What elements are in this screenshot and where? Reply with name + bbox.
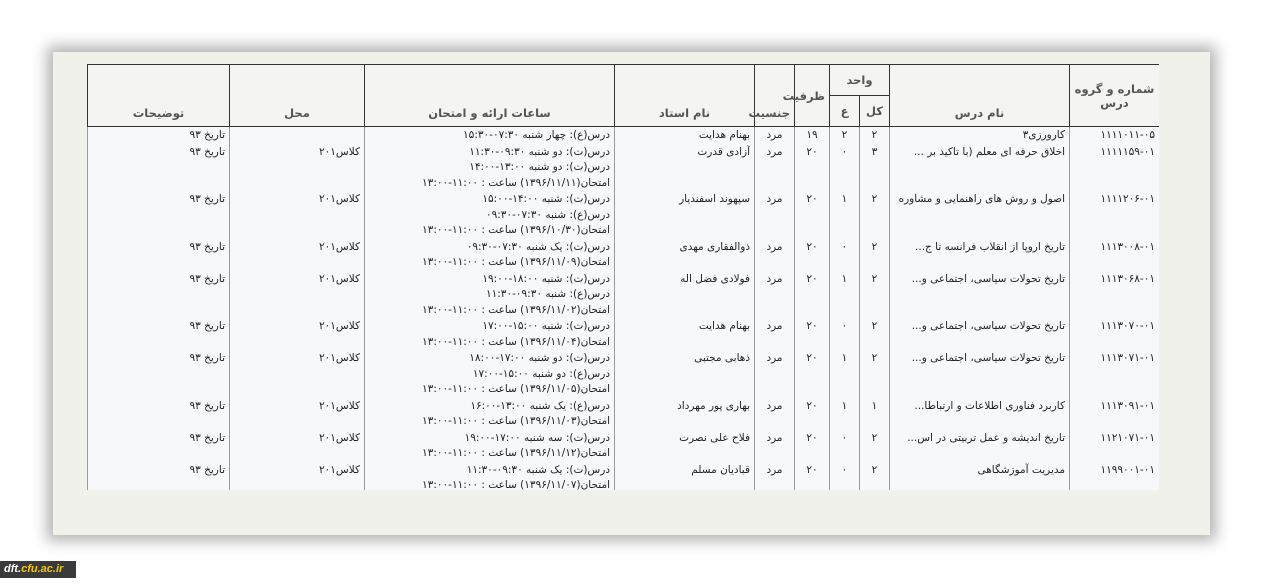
teacher-name: بهنام هدایت — [615, 318, 755, 350]
schedule-line: درس(ت): یک شنبه ۰۹:۳۰-۱۱:۳۰ — [466, 463, 610, 476]
schedule-line: درس(ت): سه شنبه ۱۷:۰۰-۱۹:۰۰ — [464, 431, 610, 444]
header-schedule[interactable]: ساعات ارائه و امتحان — [365, 65, 615, 127]
table-row[interactable] — [88, 398, 1160, 430]
table-row[interactable] — [88, 462, 1160, 491]
header-teacher[interactable]: نام استاد — [615, 65, 755, 127]
gender: مرد — [755, 191, 795, 239]
gender: مرد — [755, 271, 795, 319]
course-code: ۱۱۱۱۱۵۹-۰۱ — [1070, 144, 1160, 192]
gender: مرد — [755, 318, 795, 350]
course-code: ۱۱۱۳۰۷۰-۰۱ — [1070, 318, 1160, 350]
schedule-line: درس(ع): شنبه ۰۹:۳۰-۱۱:۳۰ — [485, 288, 610, 300]
course-name: کاربرد فناوری اطلاعات و ارتباطا... — [890, 398, 1070, 430]
gender: مرد — [755, 462, 795, 491]
notes: تاریخ ۹۳ — [88, 398, 230, 430]
schedule-line: امتحان(۱۳۹۶/۱۱/۰۳) ساعت : ۱۱:۰۰-۱۳:۰۰ — [422, 415, 610, 427]
table-row[interactable] — [88, 271, 1160, 319]
capacity: ۲۰ — [795, 144, 830, 192]
teacher-name: سپهوند اسفندیار — [615, 191, 755, 239]
course-code: ۱۱۱۳۰۷۱-۰۱ — [1070, 350, 1160, 398]
teacher-name: فولادی فضل اله — [615, 271, 755, 319]
table-row[interactable] — [88, 191, 1160, 239]
schedule-line: امتحان(۱۳۹۶/۱۱/۱۱) ساعت : ۱۱:۰۰-۱۳:۰۰ — [422, 176, 610, 189]
course-code: ۱۱۱۳۰۶۸-۰۱ — [1070, 271, 1160, 319]
place: کلاس۲۰۱ — [230, 430, 365, 462]
units-total: ۲ — [860, 239, 890, 271]
header-notes[interactable]: توضیحات — [88, 65, 230, 127]
teacher-name: ذهابی مجتبی — [615, 350, 755, 398]
course-name: مدیریت آموزشگاهی — [890, 462, 1070, 491]
units-practical: ۱ — [830, 398, 860, 430]
schedule-line: درس(ت): شنبه ۱۵:۰۰-۱۷:۰۰ — [482, 320, 610, 332]
notes: تاریخ ۹۳ — [88, 144, 230, 192]
capacity: ۲۰ — [795, 239, 830, 271]
capacity: ۲۰ — [795, 350, 830, 398]
schedule-cell — [365, 462, 615, 491]
schedule-line: امتحان(۱۳۹۶/۱۱/۰۷) ساعت : ۱۱:۰۰-۱۳:۰۰ — [422, 479, 610, 490]
gender: مرد — [755, 350, 795, 398]
course-code: ۱۱۱۱۲۰۶-۰۱ — [1070, 191, 1160, 239]
schedule-line: درس(ت): دو شنبه ۱۷:۰۰-۱۸:۰۰ — [469, 352, 610, 364]
header-units: واحد — [830, 65, 890, 96]
course-name: اخلاق حرفه ای معلم (با تاکید بر ... — [890, 144, 1070, 192]
table-row[interactable] — [88, 318, 1160, 350]
notes: تاریخ ۹۳ — [88, 127, 230, 144]
schedule-line: درس(ت): شنبه ۱۸:۰۰-۱۹:۰۰ — [482, 272, 610, 285]
capacity: ۲۰ — [795, 191, 830, 239]
units-practical: ۱ — [830, 271, 860, 319]
place: کلاس۲۰۱ — [230, 462, 365, 491]
schedule-line: درس(ع): شنبه ۰۷:۳۰-۰۹:۳۰ — [485, 208, 610, 221]
header-course-name[interactable]: نام درس — [890, 65, 1070, 127]
capacity: ۲۰ — [795, 462, 830, 491]
schedule-line: امتحان(۱۳۹۶/۱۱/۰۵) ساعت : ۱۱:۰۰-۱۳:۰۰ — [422, 383, 610, 395]
units-total: ۲ — [860, 350, 890, 398]
teacher-name: بهاری پور مهرداد — [615, 398, 755, 430]
units-total: ۲ — [860, 430, 890, 462]
schedule-cell — [365, 398, 615, 430]
table-row[interactable] — [88, 239, 1160, 271]
place: کلاس۲۰۱ — [230, 350, 365, 398]
notes: تاریخ ۹۳ — [88, 271, 230, 319]
course-name: تاریخ تحولات سیاسی، اجتماعی و... — [890, 318, 1070, 350]
units-total: ۱ — [860, 398, 890, 430]
gender: مرد — [755, 144, 795, 192]
units-practical: ۰ — [830, 430, 860, 462]
schedule-line: امتحان(۱۳۹۶/۱۱/۰۹) ساعت : ۱۱:۰۰-۱۳:۰۰ — [422, 256, 610, 268]
schedule-cell — [365, 430, 615, 462]
schedule-line: درس(ت): دو شنبه ۰۹:۳۰-۱۱:۳۰ — [469, 145, 610, 158]
units-total: ۲ — [860, 318, 890, 350]
units-practical: ۲ — [830, 127, 860, 144]
header-place[interactable]: محل — [230, 65, 365, 127]
teacher-name: فلاح علی نصرت — [615, 430, 755, 462]
schedule-line: امتحان(۱۳۹۶/۱۱/۱۲) ساعت : ۱۱:۰۰-۱۳:۰۰ — [422, 447, 610, 459]
units-total: ۲ — [860, 271, 890, 319]
notes: تاریخ ۹۳ — [88, 430, 230, 462]
course-name: تاریخ اندیشه و عمل تربیتی در اس... — [890, 430, 1070, 462]
notes: تاریخ ۹۳ — [88, 239, 230, 271]
course-name: تاریخ تحولات سیاسی، اجتماعی و... — [890, 350, 1070, 398]
schedule-line: امتحان(۱۳۹۶/۱۱/۰۴) ساعت : ۱۱:۰۰-۱۳:۰۰ — [422, 335, 610, 348]
place: کلاس۲۰۱ — [230, 271, 365, 319]
units-practical: ۰ — [830, 144, 860, 192]
units-practical: ۰ — [830, 239, 860, 271]
place: کلاس۲۰۱ — [230, 191, 365, 239]
schedule-cell — [365, 350, 615, 398]
header-code[interactable]: شماره و گروه درس — [1070, 65, 1160, 127]
table-row[interactable] — [88, 430, 1160, 462]
place: کلاس۲۰۱ — [230, 398, 365, 430]
teacher-name: بهنام هدایت — [615, 127, 755, 144]
place: کلاس۲۰۱ — [230, 239, 365, 271]
place: کلاس۲۰۱ — [230, 318, 365, 350]
course-schedule-table — [87, 64, 1159, 490]
schedule-line: امتحان(۱۳۹۶/۱۱/۰۲) ساعت : ۱۱:۰۰-۱۳:۰۰ — [422, 303, 610, 316]
units-practical: ۱ — [830, 191, 860, 239]
schedule-line: درس(ت): دو شنبه ۱۳:۰۰-۱۴:۰۰ — [469, 161, 610, 173]
course-code: ۱۱۹۹۰۰۱-۰۱ — [1070, 462, 1160, 491]
units-total: ۳ — [860, 144, 890, 192]
notes: تاریخ ۹۳ — [88, 462, 230, 491]
gender: مرد — [755, 430, 795, 462]
units-practical: ۰ — [830, 462, 860, 491]
course-code: ۱۱۱۳۰۹۱-۰۱ — [1070, 398, 1160, 430]
course-name: اصول و روش های راهنمایی و مشاوره — [890, 191, 1070, 239]
teacher-name: ذوالفقاری مهدی — [615, 239, 755, 271]
units-total: ۲ — [860, 462, 890, 491]
course-rows — [88, 127, 1160, 491]
schedule-cell — [365, 318, 615, 350]
course-code: ۱۱۲۱۰۷۱-۰۱ — [1070, 430, 1160, 462]
table-row[interactable] — [88, 127, 1160, 144]
schedule-cell — [365, 191, 615, 239]
place: کلاس۲۰۱ — [230, 144, 365, 192]
table-row[interactable] — [88, 144, 1160, 192]
schedule-line: امتحان(۱۳۹۶/۱۰/۳۰) ساعت : ۱۱:۰۰-۱۳:۰۰ — [422, 224, 610, 236]
gender: مرد — [755, 398, 795, 430]
capacity: ۲۰ — [795, 271, 830, 319]
course-name: تاریخ تحولات سیاسی، اجتماعی و... — [890, 271, 1070, 319]
table-row[interactable] — [88, 350, 1160, 398]
teacher-name: قبادیان مسلم — [615, 462, 755, 491]
course-name: تاریخ اروپا از انقلاب فرانسه تا ج... — [890, 239, 1070, 271]
units-total: ۲ — [860, 127, 890, 144]
capacity: ۲۰ — [795, 398, 830, 430]
gender: مرد — [755, 239, 795, 271]
schedule-line: درس(ع): دو شنبه ۱۵:۰۰-۱۷:۰۰ — [472, 367, 610, 380]
header-gender[interactable]: جنسیت — [755, 65, 795, 127]
header-units-practical[interactable]: ع — [830, 96, 860, 127]
schedule-cell — [365, 144, 615, 192]
schedule-line: درس(ع): چهار شنبه ۰۷:۳۰-۱۵:۳۰ — [463, 129, 610, 141]
course-code: ۱۱۱۱۰۱۱-۰۵ — [1070, 127, 1160, 144]
schedule-cell — [365, 271, 615, 319]
schedule-cell — [365, 127, 615, 144]
header-units-total[interactable]: کل — [860, 96, 890, 127]
units-total: ۲ — [860, 191, 890, 239]
schedule-line: درس(ع): یک شنبه ۱۳:۰۰-۱۶:۰۰ — [470, 399, 610, 412]
teacher-name: آزادی قدرت — [615, 144, 755, 192]
place — [230, 127, 365, 144]
notes: تاریخ ۹۳ — [88, 350, 230, 398]
capacity: ۲۰ — [795, 318, 830, 350]
units-practical: ۰ — [830, 318, 860, 350]
gender: مرد — [755, 127, 795, 144]
units-practical: ۱ — [830, 350, 860, 398]
site-watermark: dft.cfu.ac.ir — [0, 561, 76, 578]
notes: تاریخ ۹۳ — [88, 191, 230, 239]
course-name: کارورزی۳ — [890, 127, 1070, 144]
capacity: ۲۰ — [795, 430, 830, 462]
capacity: ۱۹ — [795, 127, 830, 144]
course-table-container — [87, 64, 1159, 490]
notes: تاریخ ۹۳ — [88, 318, 230, 350]
course-code: ۱۱۱۳۰۰۸-۰۱ — [1070, 239, 1160, 271]
schedule-line: درس(ت): یک شنبه ۰۷:۳۰-۰۹:۳۰ — [466, 240, 610, 253]
schedule-line: درس(ت): شنبه ۱۴:۰۰-۱۵:۰۰ — [482, 193, 610, 205]
header-capacity[interactable]: ظرفیت — [795, 65, 830, 127]
schedule-cell — [365, 239, 615, 271]
